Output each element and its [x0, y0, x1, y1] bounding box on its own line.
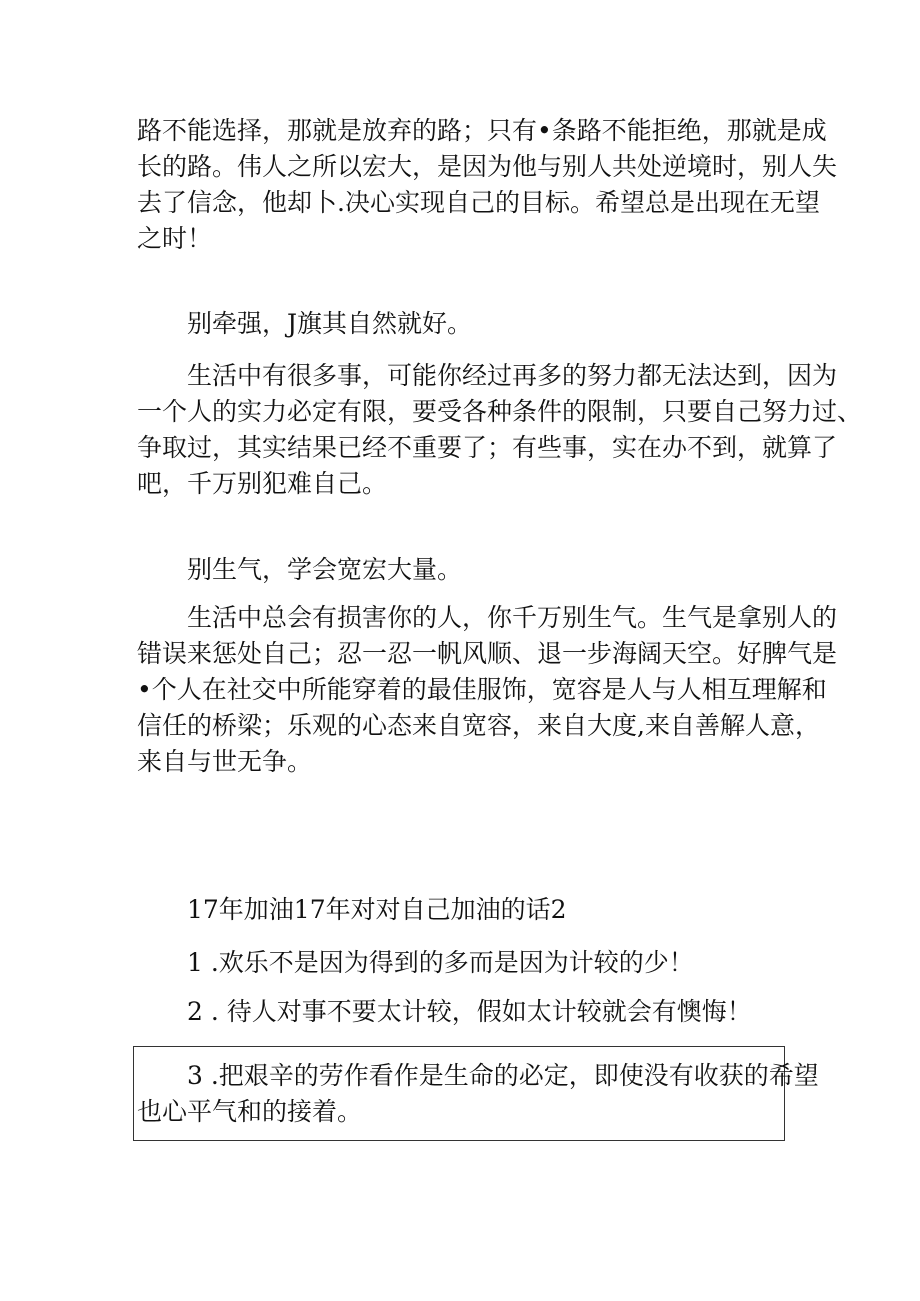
section-heading: [137, 892, 787, 928]
text-line: 3 .把艰辛的劳作看作是生命的必定，即使没有收获的希望: [137, 1061, 819, 1090]
list-item-1: [137, 945, 787, 981]
text-line: 错误来惩处自己；忍一忍一帆风顺、退一步海阔天空。好脾气是: [137, 639, 838, 668]
text-line: 来自与世无争。: [137, 747, 313, 776]
text-line: 长的路。伟人之所以宏大，是因为他与别人共处逆境时，别人失: [137, 152, 838, 181]
text-line: 去了信念，他却卜.决心实现自己的目标。希望总是出现在无望: [137, 188, 820, 217]
text-line: 1 .欢乐不是因为得到的多而是因为计较的少！: [137, 948, 694, 977]
text-line: 也心平气和的接着。: [137, 1097, 363, 1126]
text-line: •个人在社交中所能穿着的最佳服饰，宽容是人与人相互理解和: [137, 675, 827, 704]
text-line: 生活中总会有损害你的人，你千万别生气。生气是拿别人的: [137, 603, 838, 632]
text-line: 17年加油17年对对自己加油的话2: [137, 895, 567, 924]
text-line: 别牵强，J旗其自然就好。: [137, 309, 473, 338]
text-line: 争取过，其实结果已经不重要了；有些事，实在办不到，就算了: [137, 433, 838, 462]
text-line: 信任的桥梁；乐观的心态来自宽容，来自大度,来自善解人意，: [137, 711, 820, 740]
text-line: 之时！: [137, 224, 213, 253]
text-line: 2 . 待人对事不要太计较，假如太计较就会有懊悔！: [137, 997, 752, 1026]
paragraph-5: [137, 600, 838, 780]
text-line: 别生气，学会宽宏大量。: [137, 555, 463, 584]
paragraph-1: [137, 113, 838, 257]
paragraph-4: [137, 552, 787, 588]
text-line: 一个人的实力必定有限，要受各种条件的限制，只要自己努力过、: [137, 397, 863, 426]
list-item-2: [137, 994, 787, 1030]
paragraph-3: [137, 358, 863, 502]
text-line: 路不能选择，那就是放弃的路；只有•条路不能拒绝，那就是成: [137, 116, 827, 145]
text-line: 生活中有很多事，可能你经过再多的努力都无法达到，因为: [137, 361, 838, 390]
list-item-3: [137, 1058, 819, 1130]
paragraph-2: [137, 306, 787, 342]
text-line: 吧，千万别犯难自己。: [137, 469, 388, 498]
